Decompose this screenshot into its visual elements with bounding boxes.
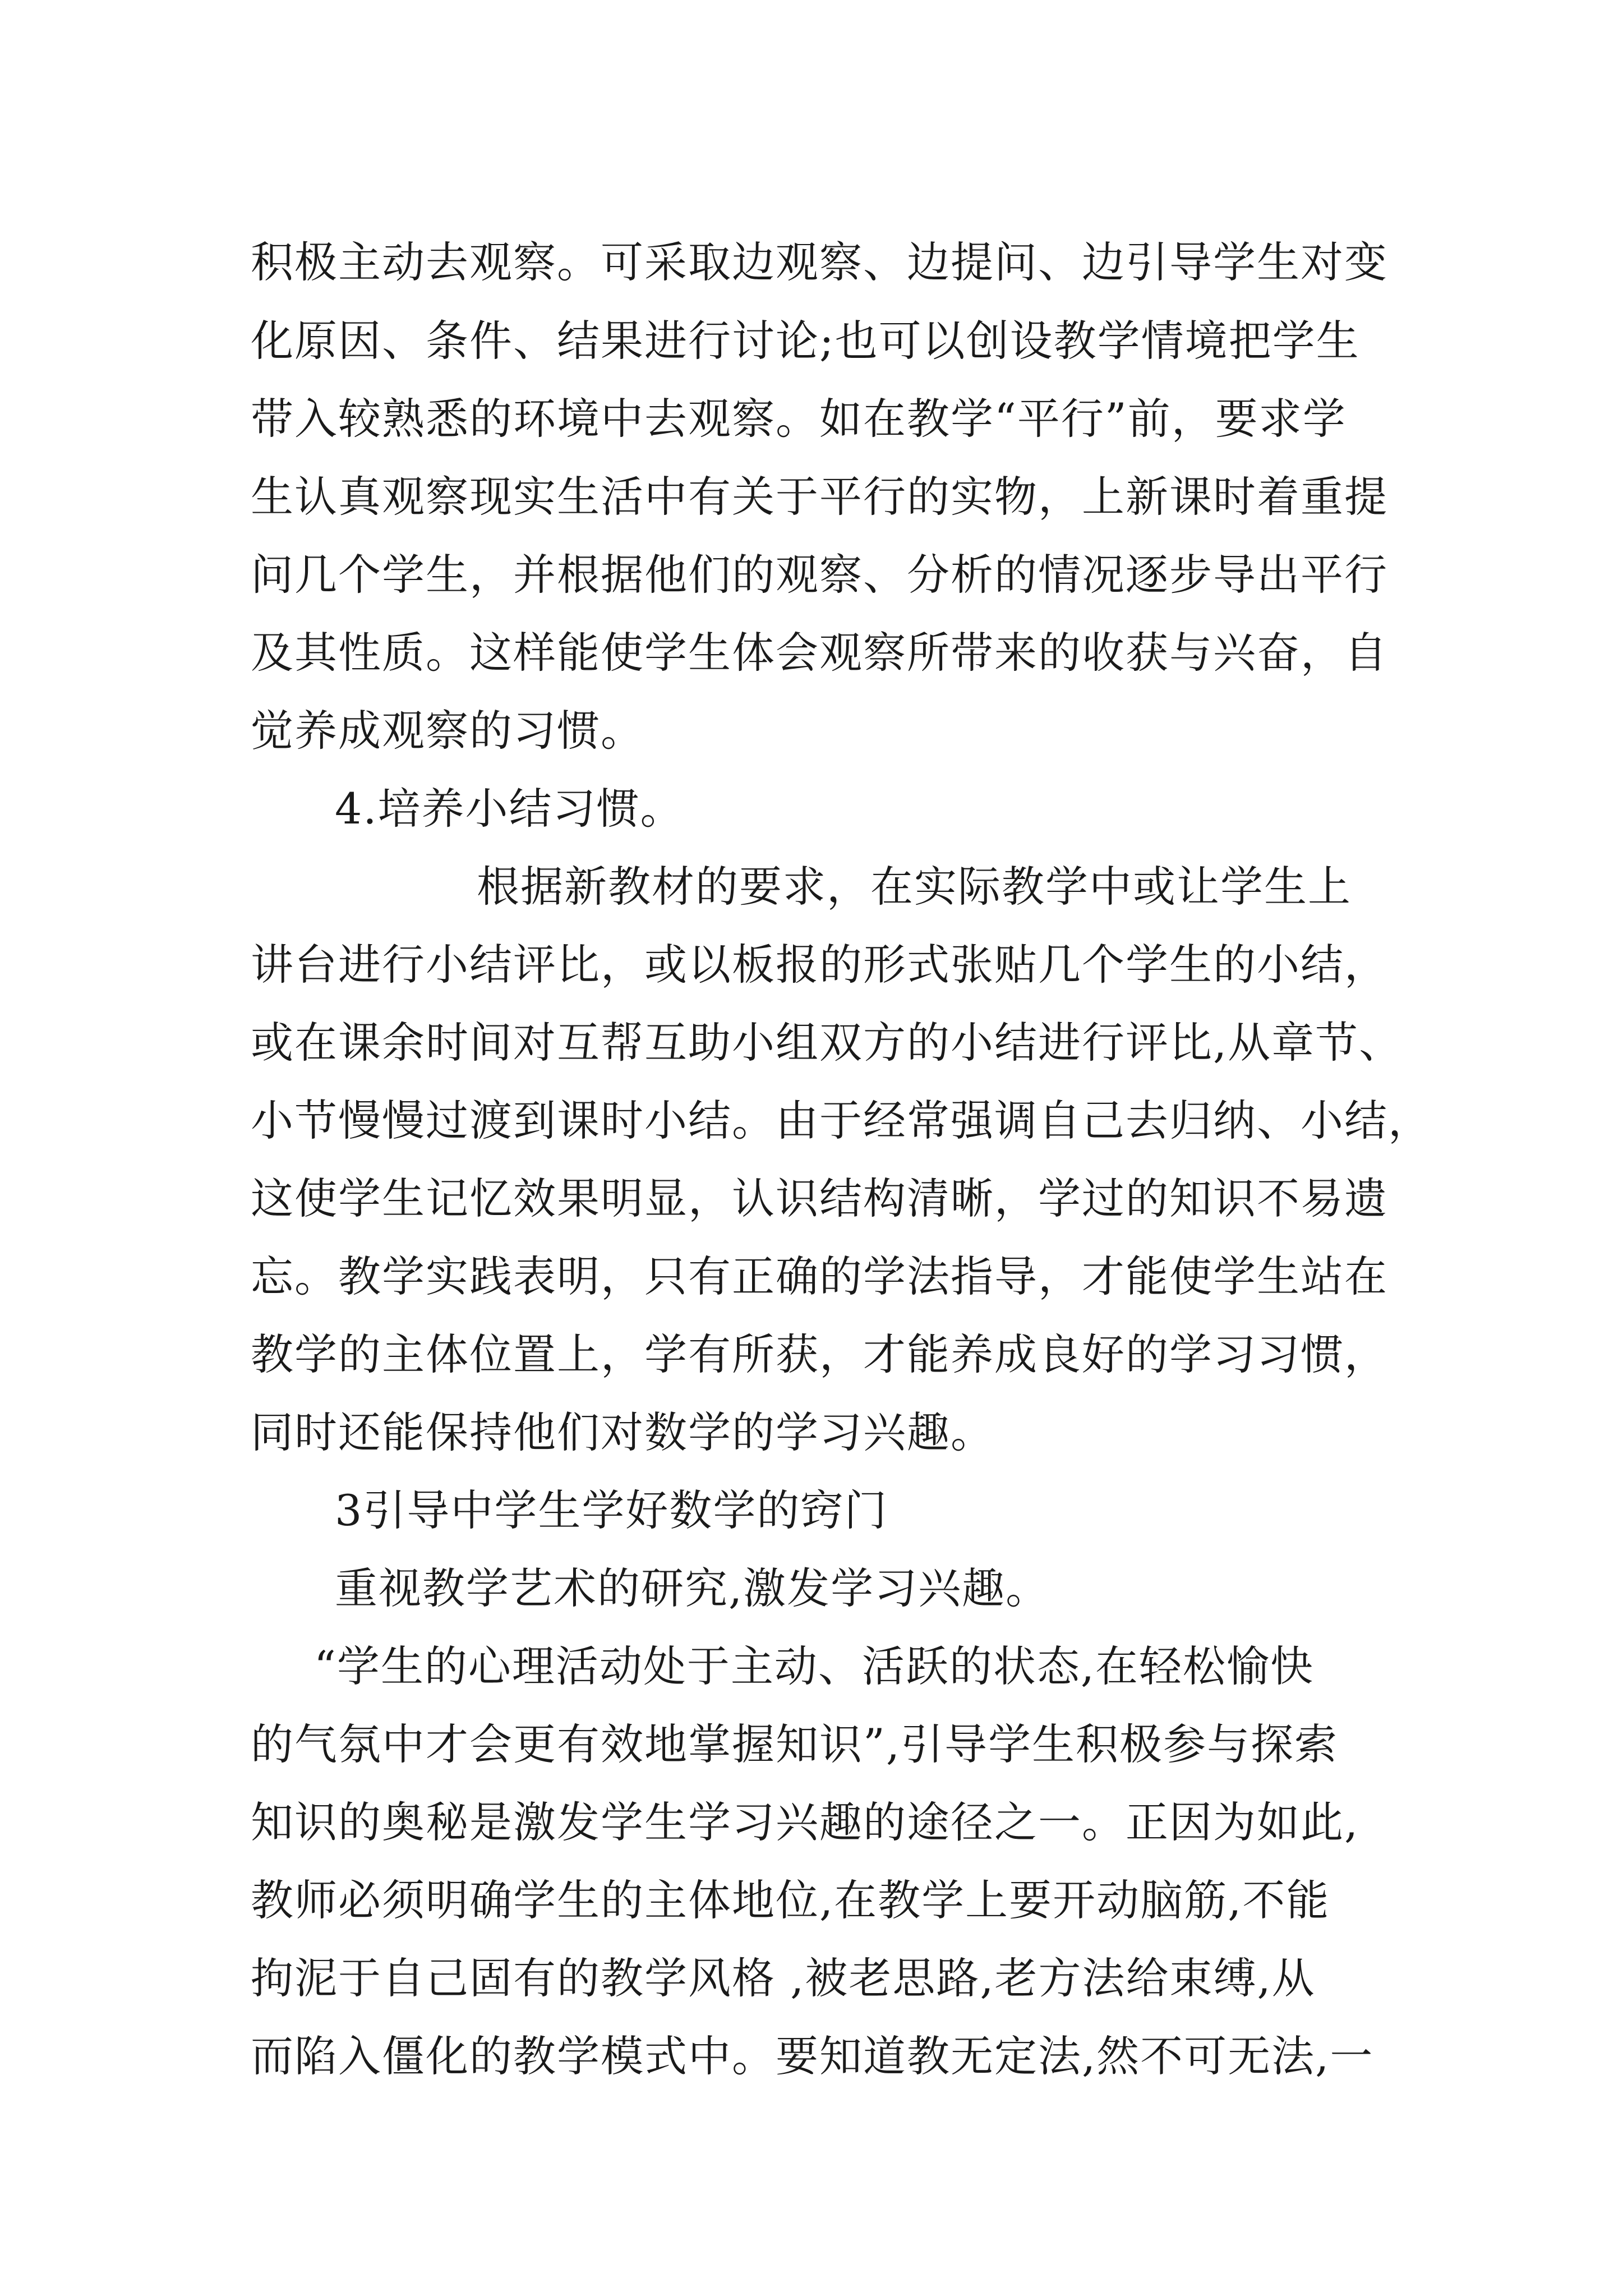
paragraph-line: 忘。教学实践表明，只有正确的学法指导，才能使学生站在 xyxy=(251,1251,1388,1301)
paragraph-line: 生认真观察现实生活中有关于平行的实物，上新课时着重提 xyxy=(251,472,1388,522)
paragraph-line: 知识的奥秘是激发学生学习兴趣的途径之一。正因为如此, xyxy=(251,1797,1359,1847)
paragraph-line: 重视教学艺术的研究,激发学习兴趣。 xyxy=(335,1563,1050,1613)
paragraph-line: 或在课余时间对互帮互助小组双方的小结进行评比,从章节、 xyxy=(251,1018,1403,1068)
paragraph-line: 问几个学生，并根据他们的观察、分析的情况逐步导出平行 xyxy=(251,550,1388,600)
paragraph-line: 的气氛中才会更有效地掌握知识”,引导学生积极参与探索 xyxy=(251,1719,1339,1769)
paragraph-line: “学生的心理活动处于主动、活跃的状态,在轻松愉快 xyxy=(314,1641,1315,1691)
section-heading: 4.培养小结习惯。 xyxy=(335,784,684,834)
paragraph-line: 同时还能保持他们对数学的学习兴趣。 xyxy=(251,1407,994,1457)
paragraph-line: 根据新教材的要求，在实际教学中或让学生上 xyxy=(477,862,1352,912)
paragraph-line: 讲台进行小结评比，或以板报的形式张贴几个学生的小结， xyxy=(251,940,1388,990)
paragraph-line: 而陷入僵化的教学模式中。要知道教无定法,然不可无法,一 xyxy=(251,2031,1374,2081)
paragraph-line: 带入较熟悉的环境中去观察。如在教学“平行”前，要求学 xyxy=(251,394,1347,444)
paragraph-line: 这使学生记忆效果明显，认识结构清晰，学过的知识不易遗 xyxy=(251,1174,1388,1223)
paragraph-line: 拘泥于自己固有的教学风格 ,被老思路,老方法给束缚,从 xyxy=(251,1953,1316,2003)
paragraph-line: 及其性质。这样能使学生体会观察所带来的收获与兴奋，自 xyxy=(251,628,1388,678)
paragraph-line: 积极主动去观察。可采取边观察、边提问、边引导学生对变 xyxy=(251,237,1388,287)
paragraph-line: 教学的主体位置上，学有所获，才能养成良好的学习习惯， xyxy=(251,1329,1388,1379)
paragraph-line: 小节慢慢过渡到课时小结。由于经常强调自己去归纳、小结， xyxy=(251,1096,1432,1145)
paragraph-line: 化原因、条件、结果进行讨论;也可以创设教学情境把学生 xyxy=(251,316,1360,366)
paragraph-line: 教师必须明确学生的主体地位,在教学上要开动脑筋,不能 xyxy=(251,1875,1330,1925)
paragraph-line: 觉养成观察的习惯。 xyxy=(251,706,644,756)
section-heading: 3引导中学生学好数学的窍门 xyxy=(335,1485,888,1535)
